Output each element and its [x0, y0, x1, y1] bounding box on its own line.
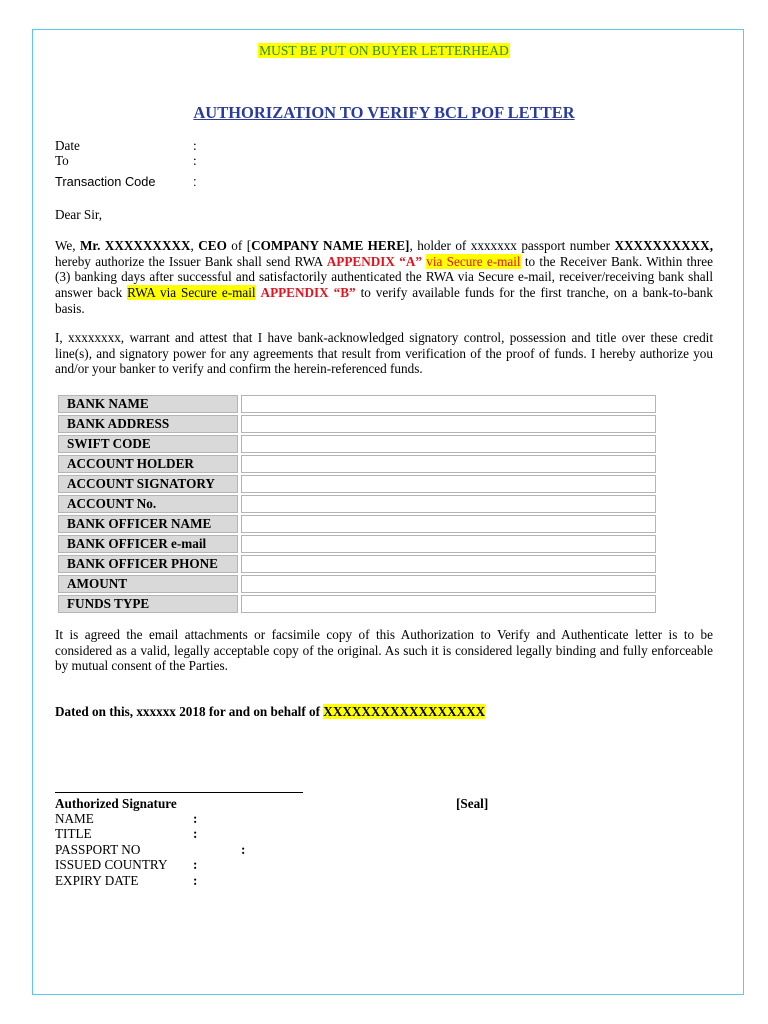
passport-no-label: PASSPORT NO [55, 842, 141, 857]
title-label: TITLE [55, 826, 92, 841]
paragraph-agreement: It is agreed the email attachments or facsimile copy of this Authorization to Verify and Authenticate letter is to be considered as a valid, legally acceptable copy of the original. As such it is considered legally binding and fully enforceable by mutual consent of the Parties. [55, 627, 713, 674]
transaction-code-colon: : [193, 174, 197, 189]
amount-label: AMOUNT [58, 575, 238, 593]
account-signatory-field[interactable] [241, 475, 656, 493]
bank-details-table [55, 393, 659, 615]
issued-country-colon: : [193, 857, 198, 872]
table-row [58, 395, 656, 413]
table-row [58, 575, 656, 593]
account-number-label: ACCOUNT No. [58, 495, 238, 513]
bank-address-label: BANK ADDRESS [58, 415, 238, 433]
account-holder-field[interactable] [241, 455, 656, 473]
account-number-field[interactable] [241, 495, 656, 513]
bank-officer-name-label: BANK OFFICER NAME [58, 515, 238, 533]
date-colon: : [193, 138, 197, 153]
to-label: To [55, 153, 69, 168]
authorized-signature-label: Authorized Signature [55, 796, 177, 811]
funds-type-field[interactable] [241, 595, 656, 613]
seal-label: [Seal] [456, 796, 489, 811]
account-signatory-label: ACCOUNT SIGNATORY [58, 475, 238, 493]
name-colon: : [193, 811, 198, 826]
signature-line [55, 792, 303, 793]
paragraph-warrant: I, xxxxxxxx, warrant and attest that I have bank-acknowledged signatory control, possession and title over these credit line(s), and signatory power for any agreements that result from verification of the proof of funds. I hereby authorize you and/or your banker to verify and confirm the herein-referenced funds. [55, 330, 713, 377]
swift-code-label: SWIFT CODE [58, 435, 238, 453]
table-row [58, 435, 656, 453]
funds-type-label: FUNDS TYPE [58, 595, 238, 613]
bank-officer-name-field[interactable] [241, 515, 656, 533]
expiry-date-label: EXPIRY DATE [55, 873, 139, 888]
bank-officer-email-field[interactable] [241, 535, 656, 553]
passport-no-colon: : [241, 842, 246, 857]
paragraph-authorization: We, Mr. XXXXXXXXX, CEO of [COMPANY NAME HERE], holder of xxxxxxx passport number XXXXXXXXXX, hereby authorize the Issuer Bank shall send RWA APPENDIX “A” via Secure e-mail to the Receiver Bank. Within three (3) banking days after successful and satisfactorily authenticated the RWA via Secure e-mail, receiver/receiving bank shall answer back RWA via Secure e-mail APPENDIX “B” to verify available funds for the first tranche, on a bank-to-bank basis. [55, 238, 713, 316]
name-label: NAME [55, 811, 94, 826]
via-secure-email-highlight: via Secure e-mail [426, 253, 521, 269]
dated-line: Dated on this, xxxxxx 2018 for and on behalf of XXXXXXXXXXXXXXXXX [55, 704, 486, 719]
date-label: Date [55, 138, 80, 153]
to-colon: : [193, 153, 197, 168]
amount-field[interactable] [241, 575, 656, 593]
appendix-b: APPENDIX “B” [260, 285, 356, 301]
table-row [58, 415, 656, 433]
bank-name-label: BANK NAME [58, 395, 238, 413]
bank-officer-phone-field[interactable] [241, 555, 656, 573]
account-holder-label: ACCOUNT HOLDER [58, 455, 238, 473]
table-row [58, 535, 656, 553]
letterhead-note: MUST BE PUT ON BUYER LETTERHEAD [259, 43, 509, 58]
swift-code-field[interactable] [241, 435, 656, 453]
behalf-of-highlight: XXXXXXXXXXXXXXXXX [323, 704, 486, 719]
table-row [58, 515, 656, 533]
table-row [58, 555, 656, 573]
expiry-date-colon: : [193, 873, 198, 888]
bank-officer-email-label: BANK OFFICER e-mail [58, 535, 238, 553]
appendix-a: APPENDIX “A” [326, 253, 422, 269]
document-title: AUTHORIZATION TO VERIFY BCL POF LETTER [193, 103, 575, 122]
table-row [58, 475, 656, 493]
transaction-code-label: Transaction Code [55, 174, 156, 189]
salutation: Dear Sir, [55, 207, 103, 222]
table-row [58, 455, 656, 473]
table-row [58, 495, 656, 513]
bank-officer-phone-label: BANK OFFICER PHONE [58, 555, 238, 573]
table-row [58, 595, 656, 613]
bank-name-field[interactable] [241, 395, 656, 413]
title-colon: : [193, 826, 198, 841]
issued-country-label: ISSUED COUNTRY [55, 857, 168, 872]
bank-address-field[interactable] [241, 415, 656, 433]
rwa-secure-email-highlight: RWA via Secure e-mail [127, 285, 256, 301]
